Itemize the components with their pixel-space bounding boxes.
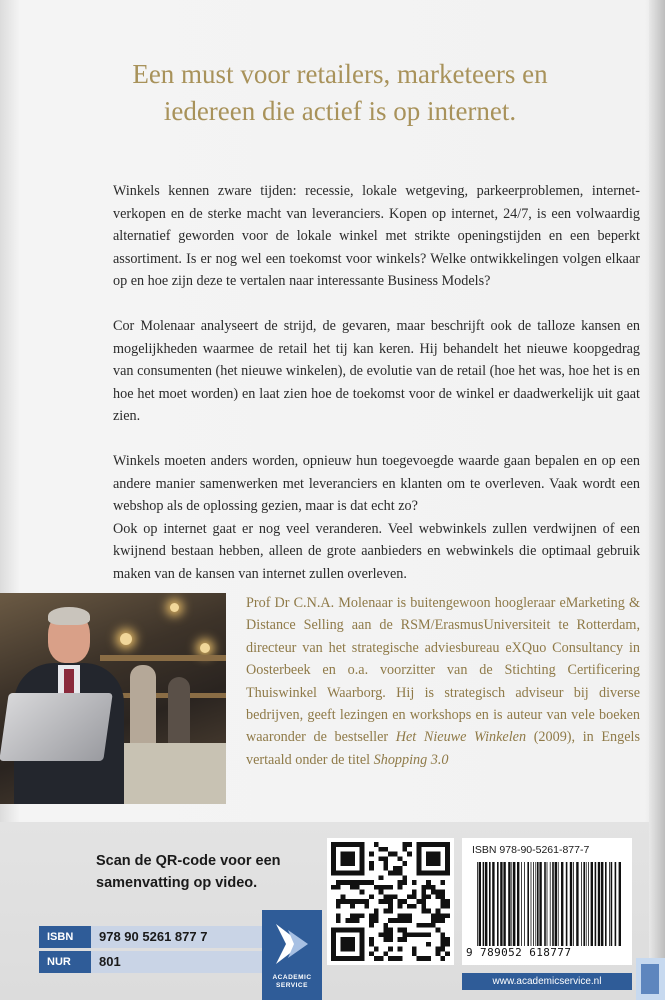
tagline-line-1: Een must voor retailers, marketeers en — [132, 59, 548, 89]
tagline — [60, 56, 620, 130]
cover-spine-edge — [649, 0, 665, 1000]
bio-book-title-1: Het Nieuwe Winkelen — [395, 729, 527, 746]
publisher-website[interactable]: www.academicservice.nl — [462, 973, 632, 990]
chevron-right-icon — [272, 920, 312, 968]
description — [113, 180, 640, 608]
publisher-logo-text — [262, 974, 322, 990]
bio-book-suffix: (2009), in Engels vertaald onder de titel — [246, 729, 640, 768]
paragraph-2: Cor Molenaar analyseert de strijd, de gevaren, maar beschrijft ook de talloze kansen en mogelijkheden waarmee de retail het tij kan keren. Hij behandelt het nieuwe koopgedrag van consumenten (het nieuwe winkelen), de evolutie van de retail (hoe het was, hoe het is en hoe het moet worden) en laat zien hoe de toekomst voor de winkel er daadwerkelijk uit gaat zien. — [113, 317, 640, 425]
publisher-logo — [262, 910, 322, 1000]
paragraph-3: Winkels moeten anders worden, opnieuw hun toegevoegde waarde gaan bepalen en op een andere manier samenwerken met leveranciers en klanten om te overleven. Vaak wordt een webshop als de oplossing gezien, maar is dat echt zo? — [113, 452, 640, 515]
isbn-value: 978 90 5261 877 7 — [91, 926, 265, 948]
qr-code[interactable] — [327, 838, 454, 965]
bio-book-title-2: Shopping 3.0 — [373, 751, 449, 768]
qr-code-icon — [331, 842, 450, 961]
isbn-row — [39, 926, 265, 948]
nur-label: NUR — [39, 951, 91, 973]
bio-text: Prof Dr C.N.A. Molenaar is buitengewoon hoogleraar eMarketing & Distance Selling aan de RSM/ErasmusUniversiteit te Rotterdam, directeur van het strategische adviesbureau eXQuo Consultancy in Oosterbeek en o.a. voorzitter van de Stichting Certificering Thuiswinkel Waarborg. Hij is strategisch adviseur bij diverse bedrijven, geeft lezingen en workshops en is auteur van vele boeken waaronder de bestseller — [246, 595, 640, 746]
author-photo — [0, 593, 226, 804]
isbn-table — [39, 926, 265, 976]
barcode-isbn-text: ISBN 978-90-5261-877-7 — [472, 844, 590, 856]
paragraph-1: Winkels kennen zware tijden: recessie, lokale wetgeving, parkeerproblemen, internet-verkopen en de sterke macht van leveranciers. Kopen op internet, 24/7, is een volwaardig alternatief geworden voor de lokale winkel met strikte openingstijden en een beperkt assortiment. Is er nog wel een toekomst voor winkels? Welke ontwikkelingen volgen elkaar op en hoe zijn deze te vertalen naar interessante Business Models? — [113, 183, 640, 290]
barcode-digits: 9 789052 618777 — [466, 946, 572, 959]
tagline-line-2: iedereen die actief is op internet. — [163, 96, 517, 126]
corner-logo-mark — [636, 958, 665, 1000]
publisher-logo-line-2: SERVICE — [276, 982, 308, 989]
isbn-label: ISBN — [39, 926, 91, 948]
qr-instruction: Scan de QR-code voor een samenvatting op video. — [96, 853, 281, 891]
barcode-icon — [475, 862, 625, 946]
author-bio — [246, 592, 640, 771]
nur-value: 801 — [91, 951, 265, 973]
paragraph-4: Ook op internet gaat er nog veel veranderen. Veel webwinkels zullen verdwijnen of een kwijnend bestaan hebben, alleen de grote aanbieders en webwinkels die optimaal gebruik maken van de kansen van internet zullen overleven. — [113, 520, 640, 582]
nur-row — [39, 951, 265, 973]
publisher-logo-line-1: ACADEMIC — [272, 974, 312, 981]
